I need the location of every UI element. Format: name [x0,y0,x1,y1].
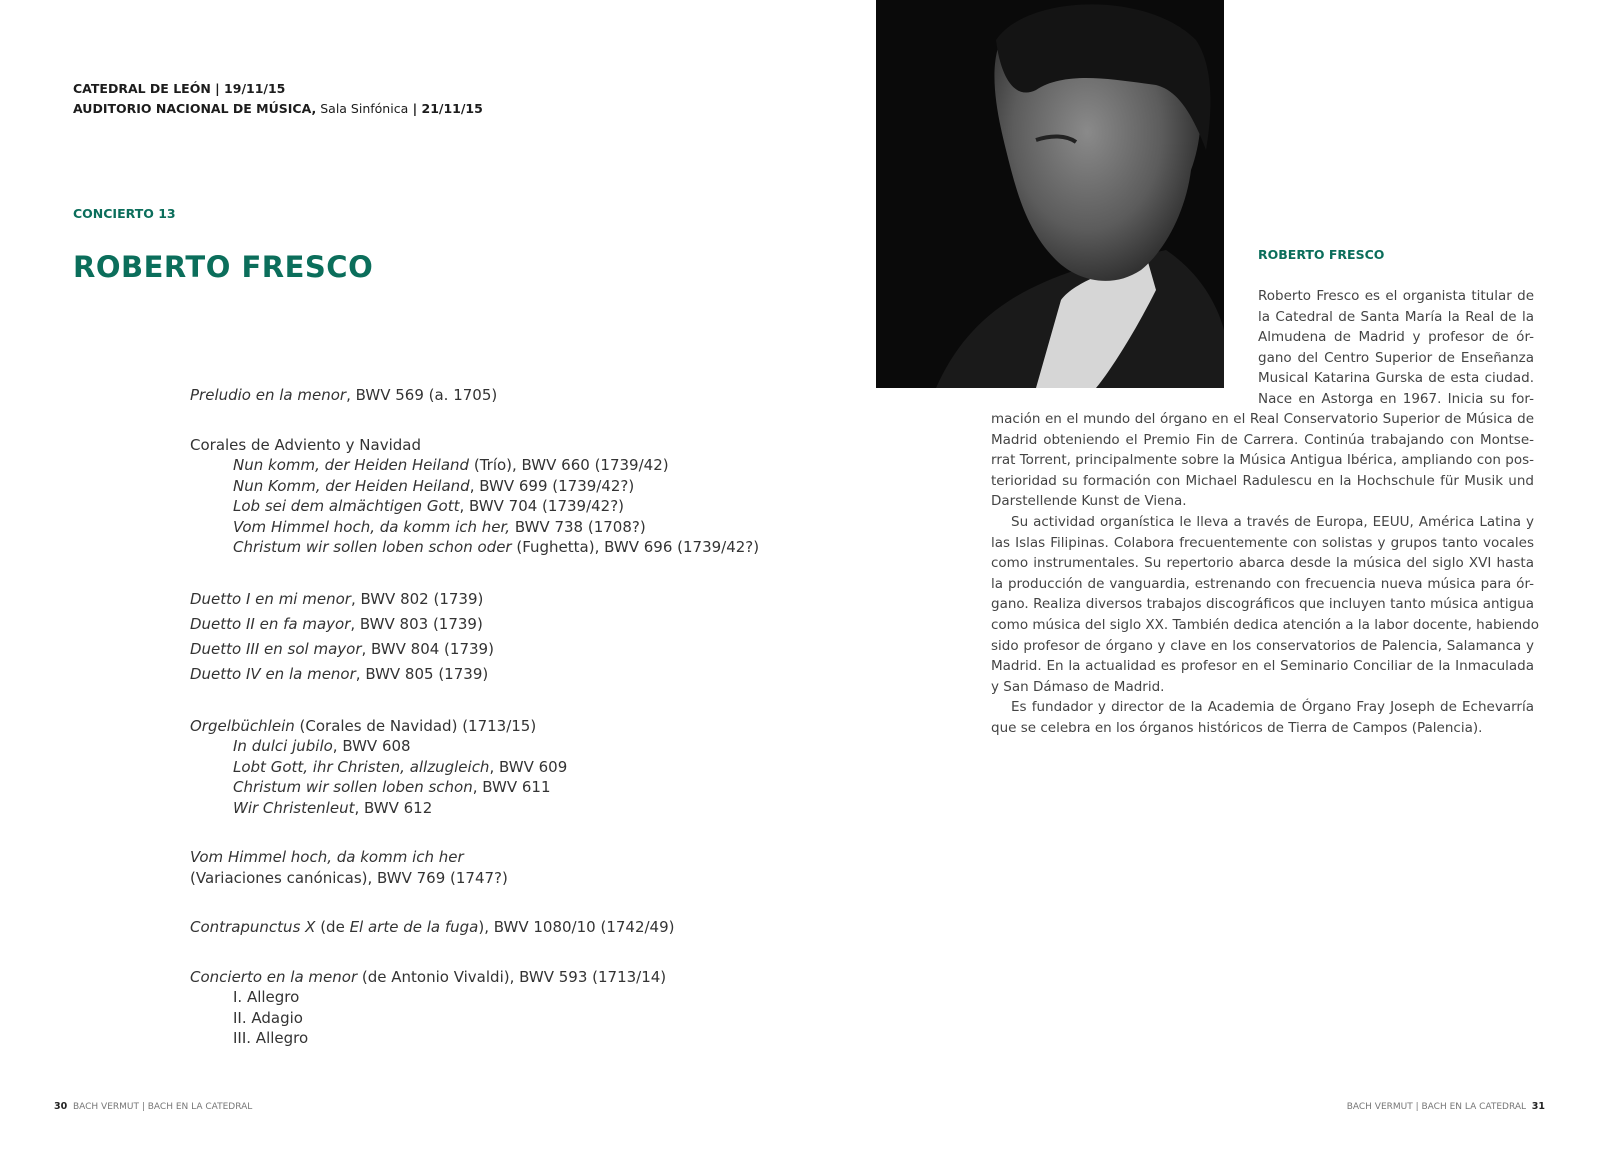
program-orgelbuchlein [190,716,790,819]
work-details: , BWV 802 (1739) [350,589,484,608]
work-title: Orgelbüchlein [190,716,295,735]
work-details: , BWV 804 (1739) [361,639,494,658]
bio-line: como instrumentales. Su repertorio abarca desde la música del siglo XVI hasta [991,555,1534,572]
program-duetti [190,587,790,687]
venue-madrid [73,101,483,116]
bio-line: sido profesor de órgano y clave en los conservatorios de Palencia, Salamanca y [991,637,1534,654]
running-footer: BACH VERMUT | BACH EN LA CATEDRAL [72,1102,253,1112]
venue-madrid-name: AUDITORIO NACIONAL DE MÚSICA, [73,101,317,116]
work-title: Wir Christenleut [233,798,355,817]
venue-madrid-hall: Sala Sinfónica [316,101,409,116]
work-details: , BWV 608 [332,737,411,755]
work-title: Vom Himmel hoch, da komm ich her [190,848,464,866]
work-title: Lobt Gott, ihr Christen, allzugleich [233,757,490,776]
page-title: ROBERTO FRESCO [73,250,374,284]
bio-line: terioridad su formación con Michael Radulescu en la Hochschule für Musik und [991,472,1534,489]
bio-line: Nace en Astorga en 1967. Inicia su for- [1258,390,1534,407]
work-title: Duetto I en mi menor [190,589,351,608]
work-title: Vom Himmel hoch, da komm ich her, [233,517,511,536]
movement: I. Allegro [233,988,300,1006]
page-number: 31 [1531,1101,1545,1112]
bio-line: Su actividad organística le lleva a través de Europa, EEUU, América Latina y [1011,513,1534,530]
work-details: (Trío), BWV 660 (1739/42) [469,456,669,474]
work-title: In dulci jubilo [233,737,333,755]
bio-line: Roberto Fresco es el organista titular de [1258,288,1534,304]
work-details: (de Antonio Vivaldi), BWV 593 (1713/14) [357,967,667,986]
work-details: , BWV 609 [489,757,568,776]
bio-heading: ROBERTO FRESCO [1258,247,1385,262]
work-details: (Fughetta), BWV 696 (1739/42?) [511,538,760,556]
bio-line: y San Dámaso de Madrid. [991,678,1165,695]
bio-line: Almudena de Madrid y profesor de ór- [1258,329,1534,346]
bio-line: Musical Katarina Gurska de esta ciudad. [1258,370,1534,387]
bio-line: gano. Realiza diversos trabajos discográficos que incluyen tanto música antigua [991,596,1534,613]
work-title: Concierto en la menor [190,967,358,986]
program-contrapunctus [190,917,790,938]
bio-line: Es fundador y director de la Academia de Órgano Fray Joseph de Echevarría [1011,699,1534,716]
venue-madrid-date: | 21/11/15 [408,101,483,116]
bio-line: la producción de vanguardia, estrenando con frecuencia nueva música para ór- [991,575,1534,592]
bio-line: como música del siglo XX. También dedica atención a la labor docente, habiendo [991,616,1540,633]
bio-body [991,409,1540,739]
work-details: , BWV 569 (a. 1705) [346,386,498,404]
footer-left [54,1101,252,1112]
work-title: Preludio en la menor [190,386,347,404]
work-details: , BWV 704 (1739/42?) [459,497,625,515]
work-details: , BWV 699 (1739/42?) [469,476,635,495]
bio-line: mación en el mundo del órgano en el Real Conservatorio Superior de Música de [991,411,1534,427]
running-footer: BACH VERMUT | BACH EN LA CATEDRAL [1346,1102,1527,1112]
work-title: Contrapunctus X [190,918,316,936]
concert-number: CONCIERTO 13 [73,206,176,221]
bio-line: la Catedral de Santa María la Real de la [1258,308,1534,325]
work-title: Christum wir sollen loben schon [233,778,473,796]
work-details: , BWV 805 (1739) [355,664,489,683]
movement: III. Allegro [233,1029,309,1047]
work-title: Lob sei dem almächtigen Gott [233,497,460,515]
footer-right [1347,1101,1545,1112]
program-preludio [190,385,790,406]
work-details: (Variaciones canónicas), BWV 769 (1747?) [190,868,508,887]
work-details: BWV 738 (1708?) [510,517,646,536]
program-list [190,385,790,1078]
bio-line: Madrid obteniendo el Premio Fin de Carrera. Continúa trabajando con Montse- [991,431,1534,448]
section-heading: Corales de Adviento y Navidad [190,435,421,454]
work-details: , BWV 803 (1739) [350,614,483,633]
artist-portrait-photo [876,0,1224,388]
bio-line: que se celebra en los órganos históricos de Tierra de Campos (Palencia). [991,719,1483,736]
work-details: , BWV 611 [472,778,551,796]
work-source: El arte de la fuga [349,918,479,936]
work-title: Christum wir sollen loben schon oder [233,538,512,556]
work-title: Duetto IV en la menor [190,664,356,683]
movement: II. Adagio [233,1008,303,1027]
program-concierto [190,967,790,1049]
program-vom-himmel [190,847,790,888]
work-title: Nun komm, der Heiden Heiland [233,456,470,474]
page-number: 30 [54,1101,68,1112]
work-details: , BWV 612 [354,798,433,817]
bio-line: Darstellende Kunst de Viena. [991,493,1187,510]
bio-line: gano del Centro Superior de Enseñanza [1258,349,1534,366]
bio-line: Madrid. En la actualidad es profesor en el Seminario Conciliar de la Inmaculada [991,658,1534,675]
work-title: Nun Komm, der Heiden Heiland [233,476,470,495]
work-details: ), BWV 1080/10 (1742/49) [478,918,675,936]
work-title: Duetto III en sol mayor [190,639,362,658]
program-corales [190,435,790,558]
venue-leon: CATEDRAL DE LEÓN | 19/11/15 [73,81,286,96]
bio-line: rrat Torrent, principalmente sobre la Música Antigua Ibérica, ampliando con pos- [991,452,1534,469]
bio-intro [1258,286,1534,410]
bio-line: las Islas Filipinas. Colabora frecuentemente con solistas y grupos tanto vocales [991,534,1534,551]
work-title: Duetto II en fa mayor [190,614,351,633]
work-details: (Corales de Navidad) (1713/15) [294,716,537,735]
work-details: (de [315,918,350,936]
